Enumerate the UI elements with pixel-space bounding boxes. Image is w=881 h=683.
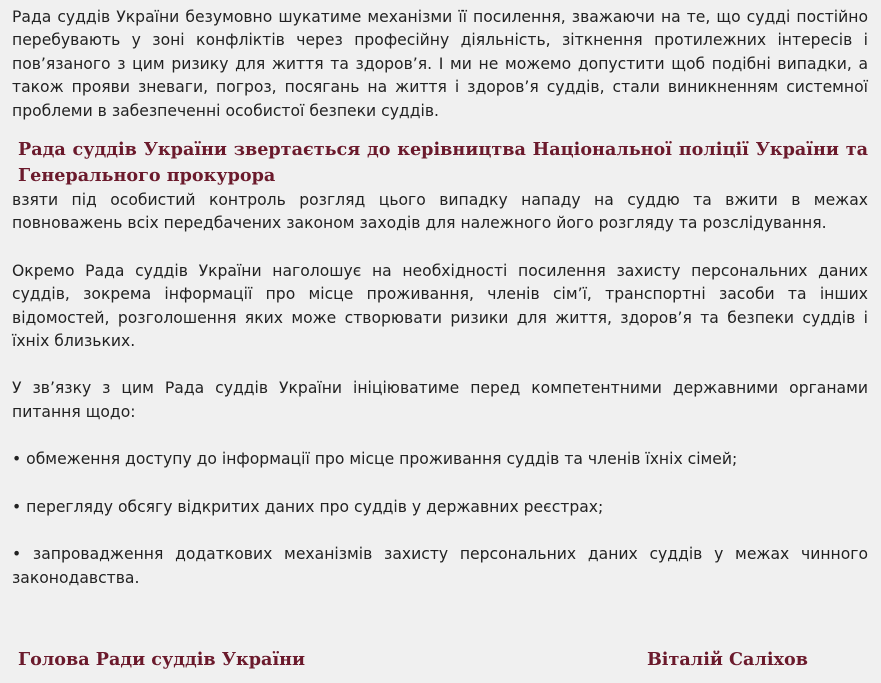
paragraph-appeal-request: взяти під особистий контроль розгляд цього випадку нападу на суддю та вжити в межах повноважень всіх передбачених законом заходів для належного його розгляду та розслідування. <box>12 191 868 233</box>
spacer <box>12 353 868 377</box>
list-item: • перегляду обсягу відкритих даних про суддів у державних реєстрах; <box>12 497 604 516</box>
list-item: • запровадження додаткових механізмів захисту персональних даних суддів у межах чинного законодавства. <box>12 545 868 587</box>
paragraph-initiative: У зв’язку з цим Рада суддів України ініціюватиме перед компетентними державними органами питання щодо: <box>12 379 868 421</box>
paragraph-intro: Рада суддів України безумовно шукатиме механізми її посилення, зважаючи на те, що судді постійно перебувають у зоні конфліктів через професійну діяльність, зіткнення протилежних інтересів і пов’язаного з цим ризику для життя та здоров’я. І ми не можемо допустити щоб подібні випадки, а також прояви зневаги, погроз, посягань на життя і здоров’я суддів, стали виникненням системної проблеми в забезпеченні особистої безпеки суддів. <box>12 8 868 120</box>
appeal-heading: Рада суддів України звертається до керівництва Національної поліції України та Генерального прокурора <box>18 139 868 187</box>
spacer <box>12 472 868 496</box>
signature-name: Віталій Саліхов <box>646 649 808 670</box>
spacer <box>12 519 868 543</box>
article-body <box>12 6 868 590</box>
list-item: • обмеження доступу до інформації про місце проживання суддів та членів їхніх сімей; <box>12 450 738 469</box>
signature-title: Голова Ради суддів України <box>18 649 306 670</box>
spacer <box>12 236 868 260</box>
spacer <box>12 424 868 448</box>
paragraph-personal-data: Окремо Рада суддів України наголошує на необхідності посилення захисту персональних даних суддів, зокрема інформації про місце проживання, членів сім’ї, транспортні засоби та інших відомостей, розголошення яких може створювати ризики для життя, здоров’я та безпеки суддів і їхніх близьких. <box>12 261 868 351</box>
signature-block <box>18 647 808 673</box>
